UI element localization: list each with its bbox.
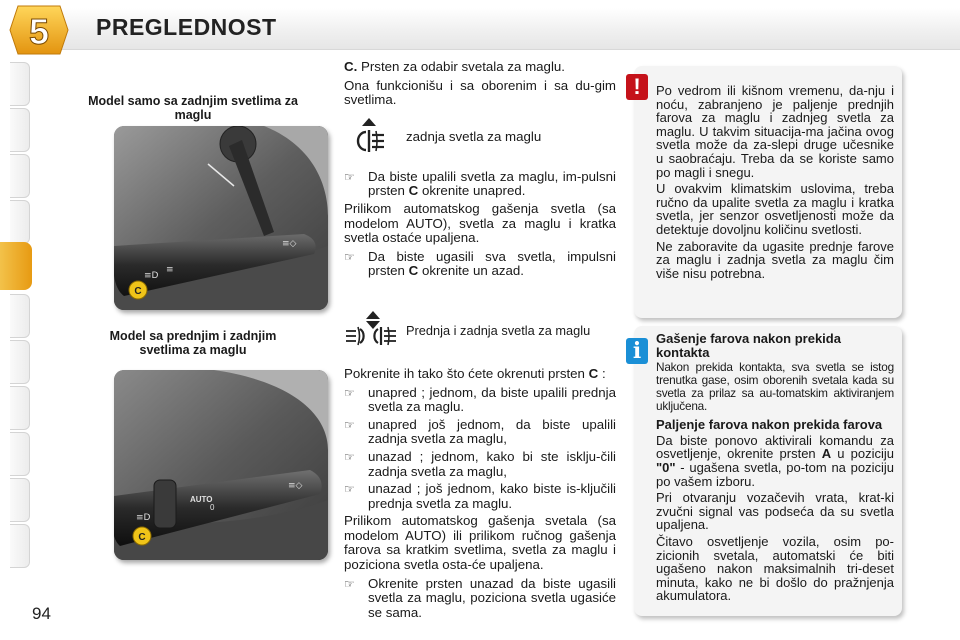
- rear-b2-text: Da biste ugasili sva svetla, impulsni prsten: [368, 248, 616, 279]
- rear-fog-lamp-icon: [352, 116, 386, 160]
- photo-rear-fog-stalk: [114, 126, 328, 310]
- front-b4-text: unazad ; još jednom, kako biste is-ključili prednja svetla za maglu.: [368, 481, 616, 511]
- svg-text:≡◇: ≡◇: [288, 481, 303, 491]
- rear-b2-post: okrenite un azad.: [418, 263, 524, 279]
- rear-fog-caption: zadnja svetla za maglu: [406, 129, 542, 145]
- front-bullet-1: [344, 386, 616, 415]
- info-p2-post: - ugašena svetla, po-tom na poziciju po vašem izboru.: [656, 459, 894, 489]
- info-box: [634, 326, 902, 616]
- front-intro-key: C: [588, 365, 599, 381]
- chapter-tab[interactable]: [10, 200, 30, 244]
- rear-auto-text: Prilikom automatskog gašenja svetla (sa modelom AUTO), svetla za maglu i kratka svetla ostaće upaljena.: [344, 200, 616, 246]
- info-p2-text: Da biste ponovo aktivirali komandu za osvetljenje, okrenite prsten: [656, 432, 894, 462]
- svg-text:≡D: ≡D: [136, 513, 151, 523]
- stalk-label-c-2: C: [138, 532, 146, 543]
- front-b3-text: unazad ; jednom, kako bi ste isklju-čili zadnja svetla za maglu,: [368, 448, 616, 479]
- svg-text:≡D: ≡D: [144, 271, 159, 281]
- warning-p2: U ovakvim klimatskim uslovima, treba ručno da upalite svetla za maglu i kratka svetla, jer senzor osvetljenosti može da detektuje dovoljnu količinu svetlosti.: [656, 181, 894, 237]
- middle-column: [344, 60, 616, 623]
- info-p2-mid: u poziciju: [831, 446, 894, 462]
- front-intro-text: Pokrenite ih tako što ćete okrenuti prsten: [344, 365, 589, 381]
- rear-bullet-2: [344, 250, 616, 279]
- front-rear-fog-caption: Prednja i zadnja svetla za maglu: [406, 322, 591, 338]
- front-auto-text: Prilikom automatskog gašenja svetala (sa modelom AUTO) ili prilikom ručnog gašenja farova sa kratkim svetlima, svetla za maglu i poziciona svetla osta-će upaljena.: [344, 513, 616, 573]
- rear-b1-post: okrenite unapred.: [418, 183, 526, 199]
- ring-c-text: Prsten za odabir svetala za maglu.: [357, 59, 565, 74]
- ring-c-description: [344, 60, 616, 75]
- rear-b1-text: Da biste upalili svetla za maglu, im-pulsni prsten: [368, 168, 616, 199]
- front-bullet-5: [344, 577, 616, 621]
- bullet-hand-icon: ☞: [344, 169, 355, 184]
- info-p2-key-a: A: [821, 446, 832, 462]
- chapter-tab[interactable]: [10, 154, 30, 198]
- stalk-label-zero: 0: [210, 503, 215, 512]
- photo-front-rear-fog-stalk: [114, 370, 328, 560]
- chapter-badge: [8, 4, 70, 56]
- info-icon: i: [626, 338, 648, 364]
- front-bullet-4: [344, 482, 616, 511]
- caption-front-rear-fog-model: Model sa prednjim i zadnjim svetlima za maglu: [109, 329, 277, 357]
- svg-text:≡◇: ≡◇: [282, 239, 297, 249]
- chapter-title: PREGLEDNOST: [96, 14, 277, 40]
- stalk-illustration: [114, 126, 328, 310]
- warning-p1: Po vedrom ili kišnom vremenu, da-nju i noću, zabranjeno je paljenje prednjih farova za maglu i zadnjeg svetla za maglu. U takvim situacija-ma jačina ovog svetla može da za-slepi druge učesnike u saobraćaju. Treba da se koriste samo po magli i snegu.: [656, 83, 894, 180]
- info-p3: Pri otvaranju vozačevih vrata, krat-ki zvučni signal vas podseća da su svetla upaljena.: [656, 490, 894, 533]
- chapter-tab[interactable]: [10, 478, 30, 522]
- front-b2-text: unapred još jednom, da biste upalili zadnja svetla za maglu,: [368, 416, 616, 447]
- warning-icon: !: [626, 74, 648, 100]
- rear-b1-key: C: [408, 183, 419, 199]
- front-b1-text: unapred ; jednom, da biste upalili prednja svetla za maglu.: [368, 384, 616, 415]
- bullet-hand-icon: ☞: [344, 385, 355, 400]
- front-bullet-2: [344, 418, 616, 447]
- chapter-tab[interactable]: [10, 108, 30, 152]
- chapter-tab[interactable]: [10, 340, 30, 384]
- info-heading-1: Gašenje farova nakon prekida kontakta: [656, 331, 841, 360]
- chapter-tabs: [0, 62, 32, 582]
- stalk-label-auto: AUTO: [190, 495, 213, 504]
- info-p4: Čitavo osvetljenje vozila, osim po-zicionih svetala, automatski će biti ugašeno nakon maksimalnih tri-deset minuta, kako ne bi došlo do pražnjenja akumulatora.: [656, 533, 894, 604]
- warning-box: [634, 66, 902, 318]
- chapter-tab-active[interactable]: [0, 242, 32, 290]
- rear-fog-icon-row: [352, 116, 616, 160]
- ring-c-label: C.: [344, 59, 358, 74]
- info-p2: [656, 434, 894, 488]
- chapter-tab[interactable]: [10, 432, 30, 476]
- front-b5-text: Okrenite prsten unazad da biste ugasili svetla za maglu, poziciona svetla ugasiće se sama.: [368, 575, 616, 620]
- chapter-tab[interactable]: [10, 524, 30, 568]
- warning-p3: Ne zaboravite da ugasite prednje farove za maglu i zadnja svetla za maglu čim više nisu potrebna.: [656, 238, 894, 281]
- front-intro: [344, 367, 616, 382]
- bullet-hand-icon: ☞: [344, 482, 355, 497]
- caption-rear-fog-model: Model samo sa zadnjim svetlima za maglu: [88, 94, 298, 122]
- info-p2-key-zero: "0": [656, 459, 676, 475]
- page-number: 94: [32, 604, 51, 623]
- front-bullet-3: [344, 450, 616, 479]
- bullet-hand-icon: ☞: [344, 417, 355, 432]
- page-header: [0, 0, 960, 58]
- info-p1: Nakon prekida kontakta, sva svetla se istog trenutka gase, osim oborenih svetala kada su svetla za prilaz sa au-tomatskim aktiviranjem uključena.: [656, 360, 894, 414]
- chapter-tab[interactable]: [10, 294, 30, 338]
- info-heading-2: Paljenje farova nakon prekida farova: [656, 417, 883, 433]
- front-intro-post: :: [598, 365, 606, 381]
- front-rear-fog-lamp-icon: [344, 309, 402, 353]
- svg-text:≡: ≡: [166, 265, 174, 275]
- chapter-tab[interactable]: [10, 386, 30, 430]
- rear-bullet-1: [344, 170, 616, 199]
- chapter-tab[interactable]: [10, 62, 30, 106]
- bullet-hand-icon: ☞: [344, 449, 355, 464]
- front-rear-fog-icon-row: [344, 309, 616, 353]
- bullet-hand-icon: ☞: [344, 576, 355, 591]
- stalk-label-c: C: [134, 286, 142, 297]
- chapter-number: 5: [28, 11, 50, 52]
- rear-b2-key: C: [408, 263, 419, 279]
- bullet-hand-icon: ☞: [344, 249, 355, 264]
- stalk-illustration-2: [114, 370, 328, 560]
- intro-text: Ona funkcionišu i sa oborenim i sa du-gim svetlima.: [344, 77, 616, 108]
